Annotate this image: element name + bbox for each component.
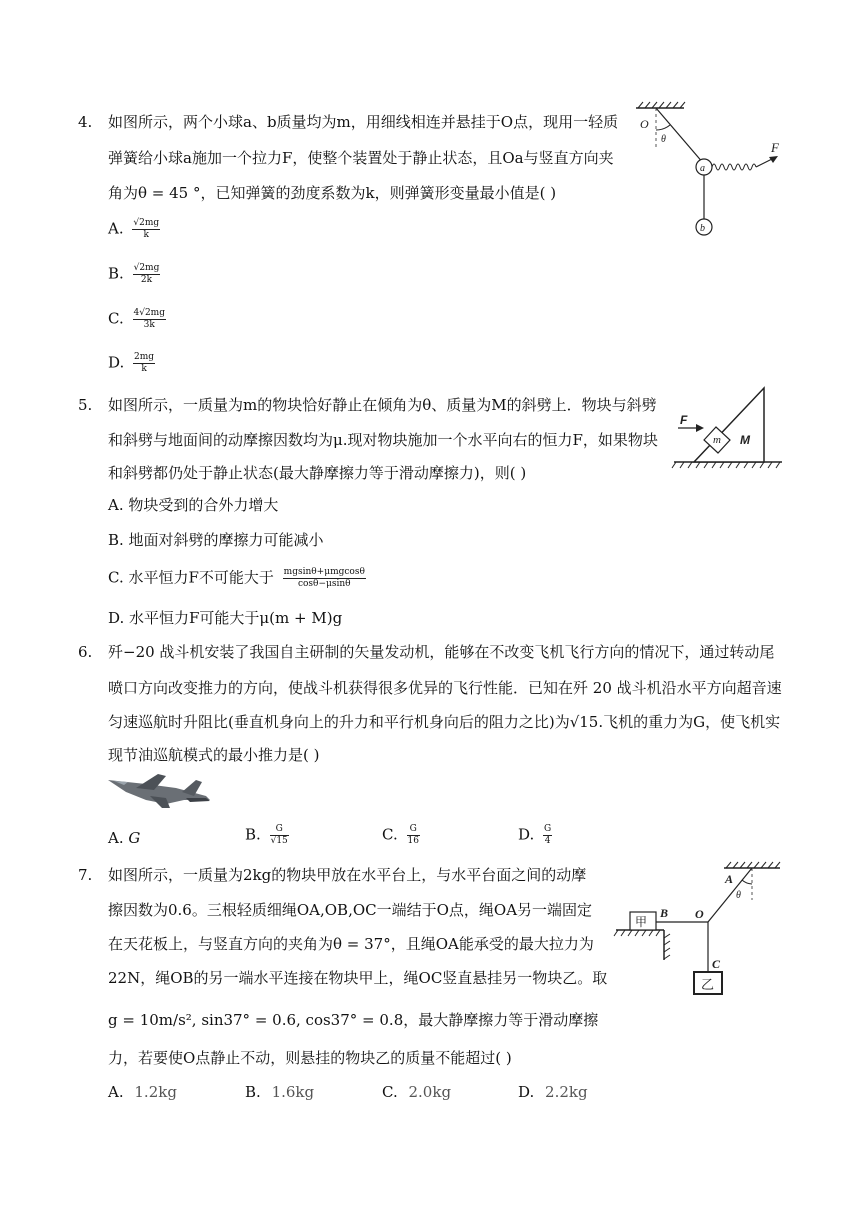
q4-option-d-fraction: $\frac{2mg}{k}$ bbox=[134, 352, 155, 374]
q5-option-a[interactable]: A. 物块受到的合外力增大 bbox=[108, 496, 279, 514]
q6-option-d-fraction: $\frac{G}{4}$ bbox=[544, 824, 552, 846]
q6-option-c-fraction: $\frac{G}{16}$ bbox=[407, 824, 419, 846]
q7-line-6: 力，若要使O点静止不动，则悬挂的物块乙的质量不能超过( ) bbox=[108, 1049, 512, 1067]
q7-line-3: 在天花板上，与竖直方向的夹角为θ = 37°，且绳OA能承受的最大拉力为 bbox=[108, 935, 594, 953]
q5-number: 5. bbox=[78, 396, 93, 414]
q4-fig-label-o: O bbox=[640, 117, 649, 131]
q6-number: 6. bbox=[78, 643, 93, 661]
q7-line-5: g = 10m/s², sin37° = 0.6, cos37° = 0.8，最大静摩擦力等于滑动摩擦 bbox=[108, 1011, 599, 1029]
q4-option-b[interactable]: B. $\frac{√2mg}{2k}$ bbox=[108, 263, 160, 285]
q4-figure bbox=[626, 100, 796, 240]
q6-line-2: 喷口方向改变推力的方向，使战斗机获得很多优异的飞行性能．已知在歼 20 战斗机沿水平方向超音速 bbox=[108, 679, 782, 697]
q4-number: 4. bbox=[78, 113, 93, 131]
q6-line-4: 现节油巡航模式的最小推力是( ) bbox=[108, 746, 320, 764]
q7-option-a[interactable]: A. 1.2kg bbox=[108, 1083, 177, 1101]
q6-option-a[interactable]: A. G bbox=[108, 829, 141, 847]
q7-option-c[interactable]: C. 2.0kg bbox=[382, 1083, 452, 1101]
fighter-jet-image bbox=[106, 770, 214, 810]
q6-option-b-fraction: $\frac{G}{√15}$ bbox=[270, 824, 288, 846]
q4-fig-label-f: F bbox=[771, 140, 779, 155]
q5-line-1: 如图所示，一质量为m的物块恰好静止在倾角为θ、质量为M的斜劈上．物块与斜劈 bbox=[108, 396, 657, 414]
q7-fig-label-yi: 乙 bbox=[701, 978, 715, 993]
q5-line-3: 和斜劈都仍处于静止状态(最大静摩擦力等于滑动摩擦力)，则( ) bbox=[108, 464, 527, 482]
q6-line-1: 歼−20 战斗机安装了我国自主研制的矢量发动机，能够在不改变飞机飞行方向的情况下，通过转动尾 bbox=[108, 643, 775, 661]
q7-fig-label-a: A bbox=[725, 872, 734, 886]
q5-fig-label-m: m bbox=[713, 434, 721, 446]
q7-figure bbox=[612, 860, 788, 1000]
q4-fig-label-b: b bbox=[700, 223, 705, 234]
q5-option-c-fraction: $\frac{\text{mgsinθ+μmgcosθ}}{\cos\theta-\mu\sin\theta}$ bbox=[283, 567, 365, 589]
q7-option-b[interactable]: B. 1.6kg bbox=[245, 1083, 315, 1101]
q5-figure bbox=[670, 382, 790, 472]
q4-option-b-fraction: $\frac{√2mg}{2k}$ bbox=[133, 263, 160, 285]
q5-fig-label-big-m: M bbox=[740, 433, 750, 447]
q6-option-d[interactable]: D. $\frac{G}{4}$ bbox=[518, 824, 552, 846]
q7-line-2: 擦因数为0.6。三根轻质细绳OA,OB,OC一端结于O点，绳OA另一端固定 bbox=[108, 901, 593, 919]
q7-line-1: 如图所示，一质量为2kg的物块甲放在水平台上，与水平台面之间的动摩 bbox=[108, 866, 587, 884]
q4-line-1: 如图所示，两个小球a、b质量均为m，用细线相连并悬挂于O点，现用一轻质 bbox=[108, 113, 619, 131]
q7-fig-label-o: O bbox=[695, 907, 704, 921]
q5-option-b[interactable]: B. 地面对斜劈的摩擦力可能减小 bbox=[108, 531, 324, 549]
q4-fig-label-a: a bbox=[700, 163, 705, 174]
q7-option-d[interactable]: D. 2.2kg bbox=[518, 1083, 588, 1101]
q7-line-4: 22N，绳OB的另一端水平连接在物块甲上，绳OC竖直悬挂另一物块乙。取 bbox=[108, 969, 608, 987]
q4-option-c[interactable]: C. $\frac{4√2mg}{3k}$ bbox=[108, 308, 165, 330]
q5-option-c[interactable]: C. 水平恒力F不可能大于 $\frac{\text{mgsinθ+μmgcosθ}}{\cos\theta-\mu\sin\theta}$ bbox=[108, 567, 365, 589]
q4-fig-label-theta: θ bbox=[661, 134, 666, 145]
q7-fig-label-jia: 甲 bbox=[635, 915, 648, 929]
q7-fig-label-theta: θ bbox=[736, 890, 741, 901]
q4-line-2: 弹簧给小球a施加一个拉力F，使整个装置处于静止状态，且Oa与竖直方向夹 bbox=[108, 149, 614, 167]
q5-fig-label-f: F bbox=[680, 413, 688, 427]
q7-fig-label-b: B bbox=[660, 906, 669, 920]
q6-option-c[interactable]: C. $\frac{G}{16}$ bbox=[382, 824, 419, 846]
q4-option-a-fraction: $\frac{√2mg}{k}$ bbox=[133, 218, 160, 240]
q6-line-3: 匀速巡航时升阻比(垂直机身向上的升力和平行机身向后的阻力之比)为√15.飞机的重力为G，使飞机实 bbox=[108, 713, 781, 731]
q4-line-3: 角为θ = 45 °，已知弹簧的劲度系数为k，则弹簧形变量最小值是( ) bbox=[108, 184, 557, 202]
q7-fig-label-c: C bbox=[712, 957, 721, 971]
q7-number: 7. bbox=[78, 866, 93, 884]
q4-option-d[interactable]: D. $\frac{2mg}{k}$ bbox=[108, 352, 155, 374]
q5-option-d[interactable]: D. 水平恒力F可能大于μ(m + M)g bbox=[108, 609, 343, 627]
q4-option-c-fraction: $\frac{4√2mg}{3k}$ bbox=[133, 308, 165, 330]
q6-option-b[interactable]: B. $\frac{G}{√15}$ bbox=[245, 824, 288, 846]
q4-option-a[interactable]: A. $\frac{√2mg}{k}$ bbox=[108, 218, 160, 240]
q5-line-2: 和斜劈与地面间的动摩擦因数均为μ.现对物块施加一个水平向右的恒力F，如果物块 bbox=[108, 431, 658, 449]
